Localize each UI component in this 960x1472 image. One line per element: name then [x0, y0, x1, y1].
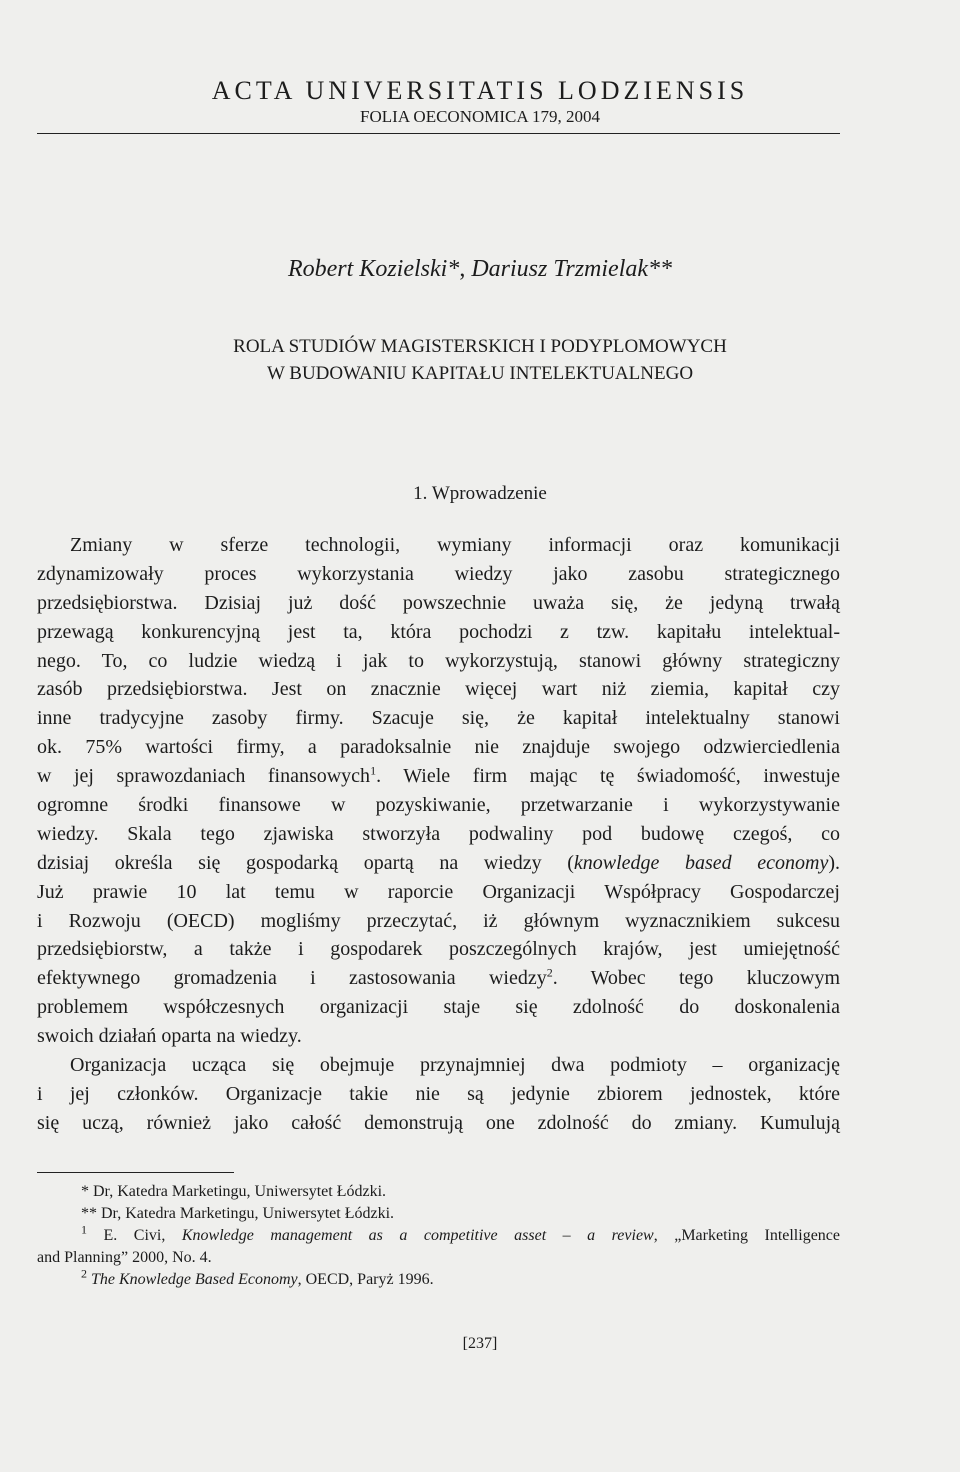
body-line: i jej członków. Organizacje takie nie są jedynie zbiorem jednostek, które	[37, 1082, 840, 1105]
footnote-ref-1: 1	[370, 763, 377, 778]
body-line: wiedzy. Skala tego zjawiska stworzyła podwaliny pod budowę czegoś, co	[37, 822, 840, 845]
footnotes	[37, 1181, 840, 1291]
body-line	[37, 762, 840, 791]
body-line: swoich działań oparta na wiedzy.	[37, 1025, 302, 1048]
body-line: przedsiębiorstw, a także i gospodarek poszczególnych krajów, jest umiejętność	[37, 938, 840, 961]
body-line: się uczą, również jako całość demonstrują one zdolność do zmiany. Kumulują	[37, 1111, 840, 1134]
footnote-text: E. Civi,	[87, 1227, 182, 1244]
body-text-segment: dzisiaj określa się gospodarką opartą na wiedzy (	[37, 851, 574, 874]
footnote-text: , OECD, Paryż 1996.	[297, 1271, 434, 1288]
journal-series: FOLIA OECONOMICA 179, 2004	[360, 107, 600, 126]
author-2: Dariusz Trzmielak**	[471, 256, 673, 282]
author-separator: ,	[459, 256, 472, 282]
body-line: nego. To, co ludzie wiedzą i jak to wykorzystują, stanowi główny strategiczny	[37, 649, 840, 672]
article-title	[0, 333, 960, 387]
header-rule	[37, 133, 840, 134]
footnote-number: 1	[81, 1222, 87, 1237]
body-line: Organizacja ucząca się obejmuje przynajmniej dwa podmioty – organizację	[70, 1054, 840, 1077]
footnote-author-1: * Dr, Katedra Marketingu, Uniwersytet Łódzki.	[81, 1183, 387, 1200]
footnote-ref-2: 2	[546, 965, 553, 980]
body-line: Już prawie 10 lat temu w raporcie Organizacji Współpracy Gospodarczej	[37, 880, 840, 903]
body-line: ok. 75% wartości firmy, a paradoksalnie nie znajduje swojego odzwierciedlenia	[37, 736, 840, 759]
footnote-number: 2	[81, 1266, 87, 1281]
footnote-author-2: ** Dr, Katedra Marketingu, Uniwersytet Łódzki.	[81, 1205, 395, 1222]
body-line: Zmiany w sferze technologii, wymiany informacji oraz komunikacji	[70, 534, 840, 556]
footnote-2	[37, 1266, 840, 1291]
body-text-segment: w jej sprawozdaniach finansowych	[37, 765, 371, 788]
footnote-1	[37, 1222, 841, 1247]
body-line: i Rozwoju (OECD) mogliśmy przeczytać, iż głównym wyznacznikiem sukcesu	[37, 909, 840, 932]
title-line-1: ROLA STUDIÓW MAGISTERSKICH I PODYPLOMOWYCH	[233, 336, 727, 357]
body-line: przedsiębiorstwa. Dzisiaj już dość powszechnie uważa się, że jedyną trwałą	[37, 591, 840, 614]
footnote-rule	[37, 1172, 234, 1173]
title-line-2: W BUDOWANIU KAPITAŁU INTELEKTUALNEGO	[266, 363, 694, 384]
body-text-segment: efektywnego gromadzenia i zastosowania wiedzy	[37, 967, 547, 990]
body-line: zdynamizowały proces wykorzystania wiedzy jako zasobu strategicznego	[37, 562, 840, 585]
body-line: inne tradycyjne zasoby firmy. Szacuje się, że kapitał intelektualny stanowi	[37, 707, 840, 730]
body-text-segment: . Wiele firm mając tę świadomość, inwestuje	[376, 765, 840, 788]
body-text-segment: ).	[828, 851, 840, 874]
body-line: ogromne środki finansowe w pozyskiwanie, przetwarzanie i wykorzystywanie	[37, 794, 840, 817]
journal-name: ACTA UNIVERSITATIS LODZIENSIS	[211, 76, 749, 105]
footnote-text: , „Marketing Intelligence	[653, 1227, 841, 1244]
body-line: zasób przedsiębiorstwa. Jest on znacznie więcej wart niż ziemia, kapitał czy	[37, 678, 840, 701]
section-heading: 1. Wprowadzenie	[413, 483, 547, 504]
body-text-segment: . Wobec tego kluczowym	[552, 967, 840, 990]
author-1: Robert Kozielski*	[287, 256, 460, 282]
body-text	[37, 531, 840, 1138]
footnote-1-continuation: and Planning” 2000, No. 4.	[37, 1249, 212, 1266]
page-number: [237]	[462, 1335, 498, 1352]
body-line	[37, 849, 840, 878]
footnote-title: Knowledge management as a competitive asset – a review	[181, 1227, 654, 1244]
emphasis-term: knowledge based economy	[573, 851, 829, 874]
body-line	[37, 964, 840, 993]
footnote-title: The Knowledge Based Economy	[87, 1271, 298, 1288]
body-line: przewagą konkurencyjną jest ta, która pochodzi z tzw. kapitału intelektual-	[37, 620, 840, 643]
body-line: problemem współczesnych organizacji staje się zdolność do doskonalenia	[37, 996, 840, 1019]
authors	[0, 254, 960, 284]
